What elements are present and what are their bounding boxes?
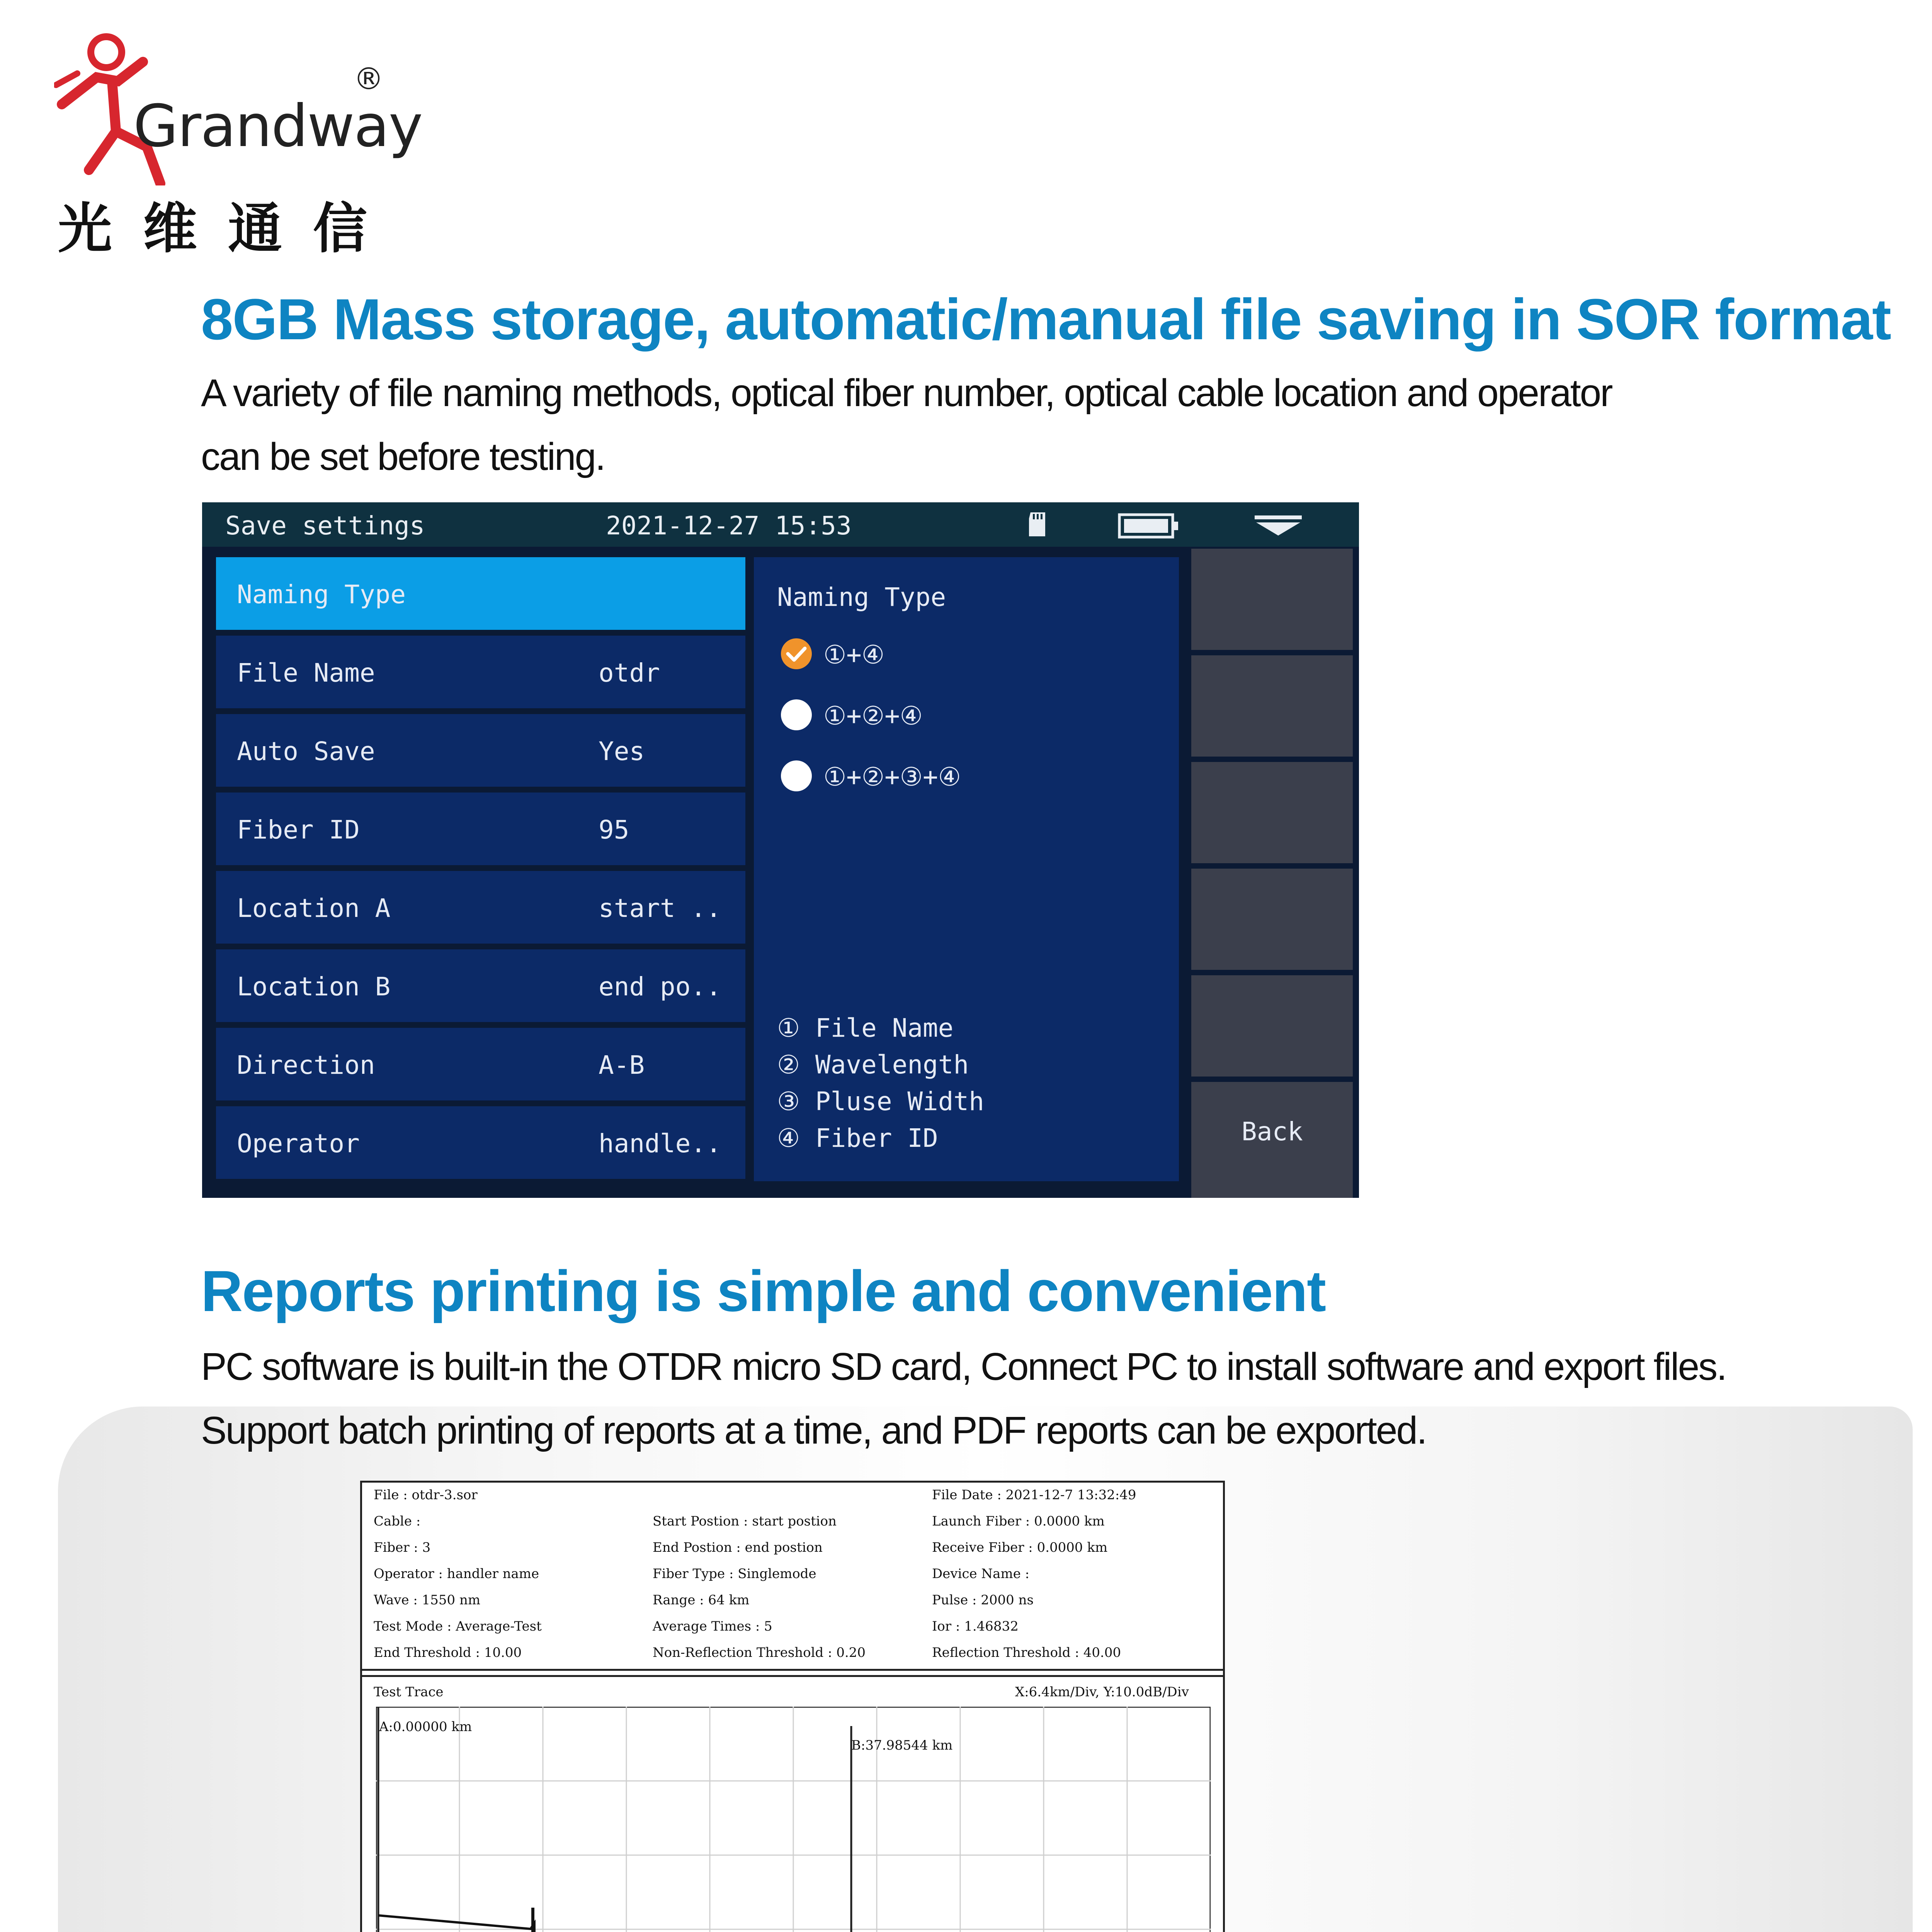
menu-item-location-b[interactable] [216,949,745,1022]
legend-file-name: ① File Name [777,1013,954,1043]
back-button[interactable] [1191,1082,1353,1198]
menu-item-value: start .. [599,893,721,923]
section-storage-desc-2: can be set before testing. [201,435,605,478]
menu-item-value: handle.. [599,1129,721,1158]
menu-item-location-a[interactable] [216,871,745,944]
menu-item-value: otdr [599,658,660,688]
radio-checked-icon [781,638,812,669]
legend-fiber-id: ④ Fiber ID [777,1123,938,1153]
naming-option-2[interactable] [781,699,1129,734]
sd-card-icon [1026,511,1049,538]
legend-wavelength: ② Wavelength [777,1050,969,1080]
menu-item-direction[interactable] [216,1028,745,1100]
radio-empty-icon [781,760,812,791]
otdr-save-settings-screen [202,502,1359,1198]
menu-item-value: 95 [599,815,629,845]
dropdown-icon[interactable] [1253,514,1303,537]
menu-item-auto-save[interactable] [216,714,745,787]
screen-title: Save settings [225,511,425,541]
trace-title: Test Trace [374,1684,444,1700]
panel-title: Naming Type [777,582,946,612]
logo-brand: Grandway [133,93,422,160]
trace-scale: X:6.4km/Div, Y:10.0dB/Div [1015,1684,1189,1700]
section-report-title: Reports printing is simple and convenient [201,1259,1326,1323]
naming-type-panel [754,557,1179,1181]
menu-item-label: Naming Type [237,580,406,609]
section-storage-desc-1: A variety of file naming methods, optical fiber number, optical cable location and operator [201,371,1612,415]
section-report-desc-2: Support batch printing of reports at a time, and PDF reports can be exported. [201,1409,1426,1452]
marker-a-label: A:0.00000 km [379,1719,472,1735]
otdr-trace-chart [376,1707,1211,1932]
menu-item-value: A-B [599,1050,645,1080]
naming-option-label: ①+②+④ [823,701,923,731]
back-button-label: Back [1242,1117,1303,1146]
menu-item-fiber-id[interactable] [216,793,745,865]
naming-option-label: ①+②+③+④ [823,762,961,792]
logo-chinese: 光维通信 [58,197,398,260]
naming-option-3[interactable] [781,760,1129,795]
menu-item-label: Direction [237,1050,375,1080]
menu-item-naming-type[interactable] [216,557,745,630]
registered-mark: ® [354,62,384,97]
side-button-4[interactable] [1191,869,1353,970]
marker-b-label: B:37.98544 km [851,1738,953,1753]
menu-item-operator[interactable] [216,1106,745,1179]
section-report-desc-1: PC software is built-in the OTDR micro SD card, Connect PC to install software and export files. [201,1345,1726,1388]
screen-datetime: 2021-12-27 15:53 [606,511,852,541]
side-button-5[interactable] [1191,975,1353,1077]
side-button-3[interactable] [1191,762,1353,863]
menu-item-label: File Name [237,658,375,688]
legend-pulse-width: ③ Pluse Width [777,1087,984,1116]
menu-item-label: Location A [237,893,391,923]
printed-report: File : otdr-3.sor Cable : Fiber : 3 Operator : handler name Wave : 1550 nm Test Mode : Average-Test End Threshold : 10.00 Start Postion : start postion End Postion : end postion Fiber Type : Singlemode Range : 64 km Average Times : 5 Non-Reflection Threshold : 0.20 File Date : 2021-12-7 13:32:49 Launch Fiber : 0.0000 km Receive Fiber : 0.0000 km Device Name : Pulse : 2000 ns Ior : 1.46832 Reflection Threshold : 40.00 Test Trace X:6.4km/Div, Y:10.0dB/Div A:0.00000 km B:37.98544 km [360,1481,1225,1932]
company-logo [54,31,422,260]
side-button-1[interactable] [1191,549,1353,650]
menu-item-label: Auto Save [237,736,375,766]
status-bar [202,502,1359,547]
menu-item-label: Fiber ID [237,815,360,845]
menu-item-label: Operator [237,1129,360,1158]
menu-item-file-name[interactable] [216,636,745,708]
section-storage-title: 8GB Mass storage, automatic/manual file saving in SOR format [201,287,1891,352]
naming-option-label: ①+④ [823,640,885,670]
battery-icon [1118,513,1180,539]
naming-option-1[interactable] [781,638,1129,673]
menu-item-label: Location B [237,972,391,1002]
side-button-2[interactable] [1191,655,1353,757]
radio-empty-icon [781,699,812,730]
menu-item-value: Yes [599,736,645,766]
menu-item-value: end po.. [599,972,721,1002]
